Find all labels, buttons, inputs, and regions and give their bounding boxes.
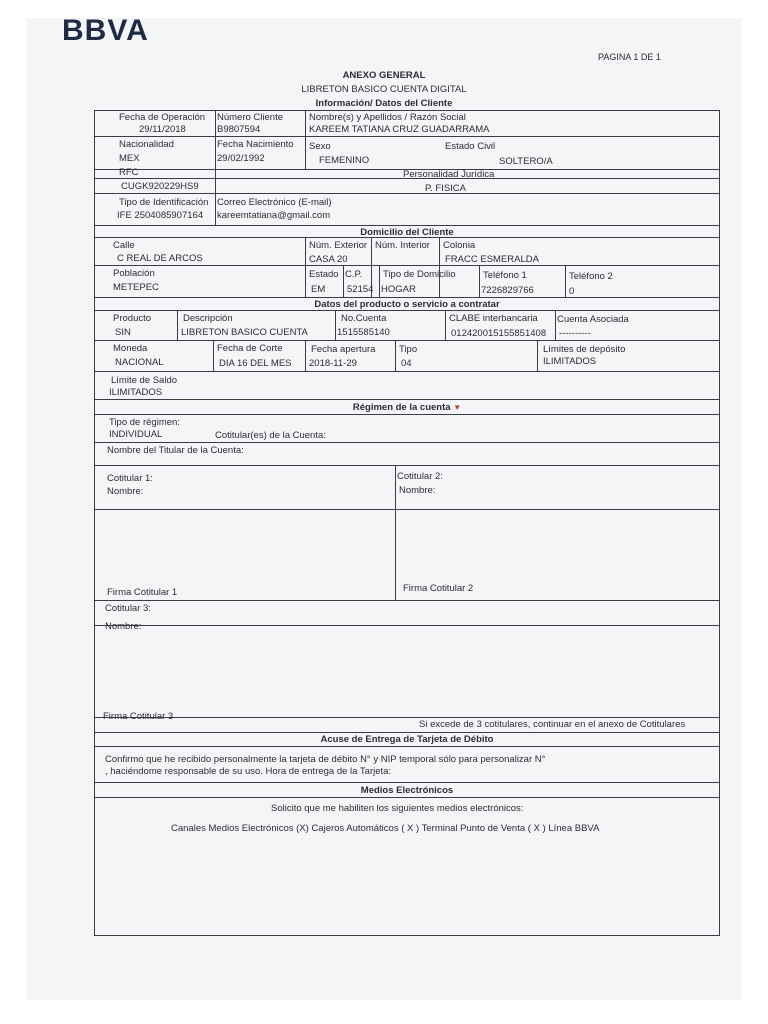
tipo-id-label: Tipo de Identificación xyxy=(119,197,209,208)
rfc-value: CUGK920229HS9 xyxy=(121,181,199,192)
limite-saldo-value: ILIMITADOS xyxy=(109,387,163,398)
moneda-value: NACIONAL xyxy=(115,357,164,368)
clabe-value: 012420015155851408 xyxy=(451,328,547,339)
num-exterior-value: CASA 20 xyxy=(309,254,348,265)
num-exterior-label: Núm. Exterior xyxy=(309,240,368,251)
descripcion-label: Descripción xyxy=(183,313,233,324)
fecha-apertura-label: Fecha apertura xyxy=(311,344,376,355)
cotitulares-label: Cotitular(es) de la Cuenta: xyxy=(215,430,326,441)
cotitular3-nombre-label: Nombre: xyxy=(105,621,142,632)
tipo-label: Tipo xyxy=(399,344,418,355)
bbva-logo: BBVA xyxy=(62,14,149,47)
document-subtitle: LIBRETON BASICO CUENTA DIGITAL xyxy=(301,84,467,95)
nacionalidad-label: Nacionalidad xyxy=(119,139,174,150)
nombre-titular-label: Nombre del Titular de la Cuenta: xyxy=(107,445,244,456)
acuse-section-title: Acuse de Entrega de Tarjeta de Débito xyxy=(320,734,494,745)
fecha-apertura-value: 2018-11-29 xyxy=(309,358,357,369)
medios-text-line2: Canales Medios Electrónicos (X) Cajeros Automáticos ( X ) Terminal Punto de Venta ( X ) Línea BBVA xyxy=(171,823,600,834)
fecha-corte-value: DIA 16 DEL MES xyxy=(219,358,292,369)
telefono2-label: Teléfono 2 xyxy=(569,271,613,282)
personalidad-label: Personalidad Jurídica xyxy=(403,169,495,180)
telefono1-label: Teléfono 1 xyxy=(483,270,527,281)
firma-cotitular2: Firma Cotitular 2 xyxy=(403,583,474,594)
producto-label: Producto xyxy=(113,313,152,324)
cotitular2-nombre-label: Nombre: xyxy=(399,485,436,496)
tipo-value: 04 xyxy=(401,358,412,369)
nacionalidad-value: MEX xyxy=(119,153,140,164)
correo-value: kareemtatiana@gmail.com xyxy=(217,210,331,221)
estado-civil-label: Estado Civil xyxy=(445,141,496,152)
fecha-nacimiento-label: Fecha Nacimiento xyxy=(217,139,294,150)
fecha-nacimiento-value: 29/02/1992 xyxy=(217,153,265,164)
calle-value: C REAL DE ARCOS xyxy=(117,253,203,264)
no-cuenta-label: No.Cuenta xyxy=(341,313,387,324)
application-form xyxy=(94,110,720,936)
cp-label: C.P. xyxy=(345,269,363,280)
cuenta-asociada-label: Cuenta Asociada xyxy=(557,314,629,325)
cuenta-asociada-value: ---------- xyxy=(559,328,591,339)
nombre-value: KAREEM TATIANA CRUZ GUADARRAMA xyxy=(309,124,490,135)
calle-label: Calle xyxy=(113,240,135,251)
limite-saldo-label: Límite de Saldo xyxy=(111,375,178,386)
sexo-label: Sexo xyxy=(309,141,331,152)
acuse-text-line2: , haciéndome responsable de su uso. Hora de entrega de la Tarjeta: xyxy=(105,766,392,777)
limites-deposito-value: ILIMITADOS xyxy=(543,356,597,367)
page-number: PAGINA 1 DE 1 xyxy=(598,52,661,62)
rfc-label: RFC xyxy=(119,167,139,178)
limites-deposito-label: Límites de depósito xyxy=(543,344,626,355)
cotitular2-label: Cotitular 2: xyxy=(397,471,443,482)
firma-cotitular1: Firma Cotitular 1 xyxy=(107,587,178,598)
tipo-domicilio-value: HOGAR xyxy=(381,284,416,295)
estado-civil-value: SOLTERO/A xyxy=(499,156,553,167)
correo-label: Correo Electrónico (E-mail) xyxy=(217,197,332,208)
clabe-label: CLABE interbancaria xyxy=(449,313,538,324)
personalidad-value: P. FISICA xyxy=(425,183,467,194)
cp-value: 52154 xyxy=(347,284,374,295)
descripcion-value: LIBRETON BASICO CUENTA xyxy=(181,327,308,338)
cotitular1-nombre-label: Nombre: xyxy=(107,486,144,497)
regimen-title-text: Régimen de la cuenta xyxy=(352,402,451,413)
producto-section-title: Datos del producto o servicio a contratar xyxy=(314,299,500,310)
tipo-regimen-label: Tipo de régimen: xyxy=(109,417,180,428)
numero-cliente-value: B9807594 xyxy=(217,124,261,135)
num-interior-label: Núm. Interior xyxy=(375,240,430,251)
telefono1-value: 7226829766 xyxy=(481,285,534,296)
acuse-text-line1: Confirmo que he recibido personalmente la tarjeta de débito N° y NIP temporal sólo para personalizar N° xyxy=(105,754,546,765)
fecha-operacion-value: 29/11/2018 xyxy=(139,124,186,135)
firma-cotitular3: Firma Cotitular 3 xyxy=(103,711,174,722)
tipo-id-value: IFE 2504085907164 xyxy=(117,210,204,221)
producto-value: SIN xyxy=(115,327,131,338)
numero-cliente-label: Número Cliente xyxy=(217,112,283,123)
telefono2-value: 0 xyxy=(569,286,575,297)
poblacion-label: Población xyxy=(113,268,155,279)
moneda-label: Moneda xyxy=(113,343,148,354)
pen-mark-icon: ▼ xyxy=(453,403,462,412)
sexo-value: FEMENINO xyxy=(319,155,370,166)
poblacion-value: METEPEC xyxy=(113,282,159,293)
client-section-title: Información/ Datos del Cliente xyxy=(315,98,453,109)
tipo-regimen-value: INDIVIDUAL xyxy=(109,429,163,440)
medios-section-title: Medios Electrónicos xyxy=(360,785,454,796)
cotitular3-label: Cotitular 3: xyxy=(105,603,151,614)
estado-value: EM xyxy=(311,284,326,295)
medios-text-line1: Solicito que me habiliten los siguientes medios electrónicos: xyxy=(271,803,524,814)
colonia-label: Colonia xyxy=(443,240,476,251)
no-cuenta-value: 1515585140 xyxy=(337,327,390,338)
fecha-operacion-label: Fecha de Operación xyxy=(119,112,206,123)
fecha-corte-label: Fecha de Corte xyxy=(217,343,283,354)
cotitular1-label: Cotitular 1: xyxy=(107,473,153,484)
colonia-value: FRACC ESMERALDA xyxy=(445,254,539,265)
tipo-domicilio-label: Tipo de Domicilio xyxy=(383,269,456,280)
regimen-section-title xyxy=(95,402,719,413)
nombre-label: Nombre(s) y Apellidos / Razón Social xyxy=(309,112,466,123)
estado-label: Estado xyxy=(309,269,339,280)
document-title: ANEXO GENERAL xyxy=(342,70,426,81)
excede-cotitulares-note: Si excede de 3 cotitulares, continuar en el anexo de Cotitulares xyxy=(419,719,686,730)
domicilio-section-title: Domicilio del Cliente xyxy=(360,227,454,238)
